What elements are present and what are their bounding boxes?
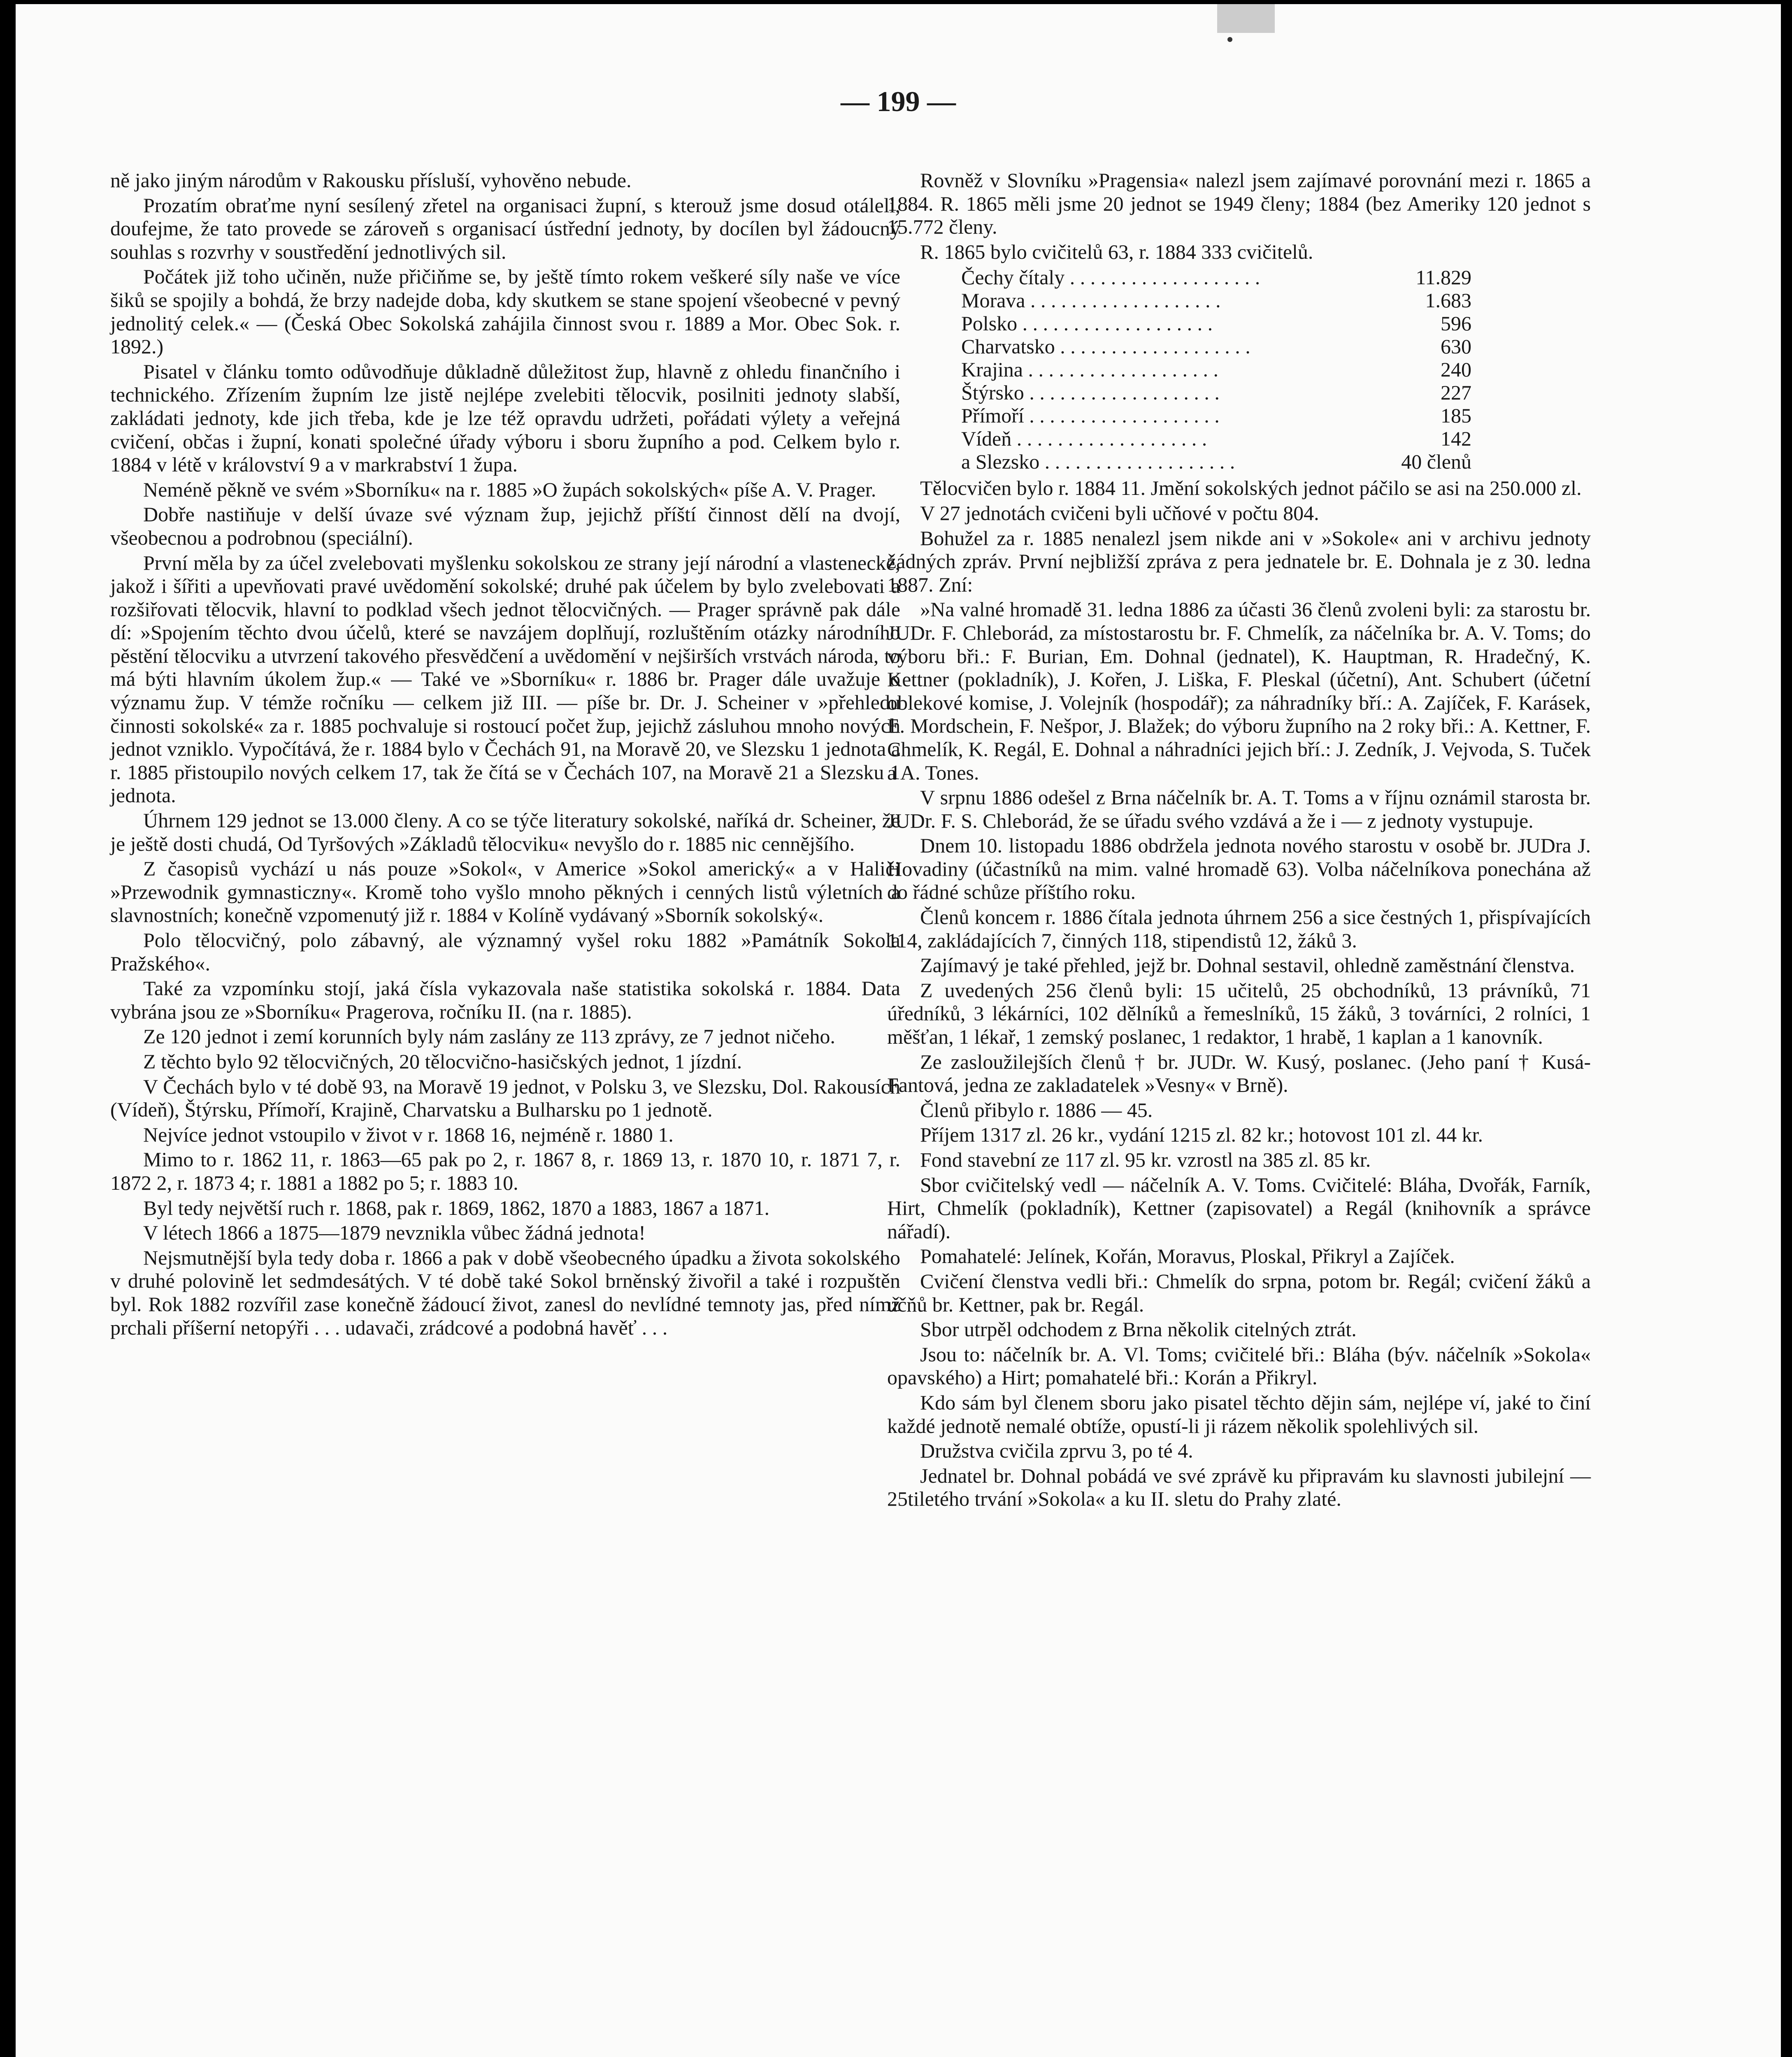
paragraph: První měla by za účel zvelebovati myšlenku sokolskou ze strany její národní a vlastenecké, jakož i šířiti a upevňovati pravé uvědomění sokolské; druhé pak účelem by bylo zvelebovati a rozšiřovati tělocvik, hlavní to podklad všech jednot tělocvičných. — Prager správně pak dále dí: »Spojením těchto dvou účelů, které se navzájem doplňují, rozluštěním otázky národního pěstění tělocviku a utvrzení takového přesvědčení a uvědomění v nejširších vrstvách národa, to má býti hlavním úkolem žup.« — Také ve »Sborníku« r. 1886 br. Prager dále uvažuje o významu žup. V témže ročníku — celkem již III. — píše br. Dr. J. Scheiner v »přehledu činnosti sokolské« za r. 1885 pochvaluje si rostoucí počet žup, jejichž zásluhou mnoho nových jednot vzniklo. Vypočítává, že r. 1884 bylo v Čechách 91, na Moravě 20, ve Slezsku 1 jednota a r. 1885 přistoupilo nových celkem 17, tak že čítá se v Čechách 107, na Moravě 21 a Slezsku 1 jednota.: [110, 551, 900, 807]
region-name: Čechy čítaly: [961, 266, 1065, 289]
paragraph: Prozatím obraťme nyní sesílený zřetel na organisaci župní, s kterouž jsme dosud otáleli, doufejme, že tato provede se zároveň s organisací ústřední jednoty, by docílen byl žádoucný souhlas s rozvrhy v soustředění jednotlivých sil.: [110, 193, 900, 263]
region-name: Morava: [961, 289, 1025, 312]
paragraph: Nejvíce jednot vstoupilo v život v r. 1868 16, nejméně r. 1880 1.: [143, 1123, 674, 1146]
paragraph: Z uvedených 256 členů byli: 15 učitelů, 25 obchodníků, 13 právníků, 71 úředníků, 3 lékárníci, 102 dělníků a řemeslníků, 15 žáků, 3 továrníci, 2 rolníci, 1 měšťan, 1 lékař, 1 zemský poslanec, 1 redaktor, 1 hrabě, 1 kaplan a 1 kanovník.: [887, 978, 1591, 1049]
right-column: [887, 169, 1591, 1512]
paragraph: Ze zasloužilejších členů † br. JUDr. W. Kusý, poslanec. (Jeho paní † Kusá-Fantová, jedna ze zakladatelek »Vesny« v Brně).: [887, 1050, 1591, 1097]
paragraph: »Na valné hromadě 31. ledna 1886 za účasti 36 členů zvoleni byli: za starostu br. JUDr. F. Chleborád, za místostarostu br. F. Chmelík, za náčelníka br. A. V. Toms; do výboru bři.: F. Burian, Em. Dohnal (jednatel), K. Hauptman, R. Hradečný, K. Kettner (pokladník), J. Kořen, J. Liška, F. Pleskal (účetní), Ant. Schubert (účetní oblekové komise, J. Volejník (hospodář); za náhradníky bří.: A. Zajíček, F. Karásek, E. Mordschein, F. Nešpor, J. Blažek; do výboru župního na 2 roky bři.: A. Kettner, F. Chmelík, K. Regál, E. Dohnal a náhradníci jejich bří.: J. Zedník, J. Vejvoda, S. Tuček a A. Tones.: [887, 598, 1591, 784]
paragraph: Členů přibylo r. 1886 — 45.: [920, 1098, 1153, 1121]
member-count: 227: [1441, 381, 1471, 404]
paragraph: Sbor cvičitelský vedl — náčelník A. V. Toms. Cvičitelé: Bláha, Dvořák, Farník, Hirt, Chmelík (pokladník), Kettner (zapisovatel) a Regál (knihovník a správce nářadí).: [887, 1173, 1591, 1243]
page-number: — 199 —: [841, 86, 956, 118]
paragraph: Tělocvičen bylo r. 1884 11. Jmění sokolských jednot páčilo se asi na 250.000 zl.: [920, 476, 1582, 500]
member-count: 40 členů: [1401, 450, 1471, 474]
paragraph: R. 1865 bylo cvičitelů 63, r. 1884 333 cvičitelů.: [920, 240, 1313, 263]
paragraph: Pomahatelé: Jelínek, Kořán, Moravus, Ploskal, Přikryl a Zajíček.: [920, 1244, 1455, 1268]
region-name: Polsko: [961, 312, 1018, 335]
paragraph: Jednatel br. Dohnal pobádá ve své zprávě ku připravám ku slavnosti jubilejní — 25tiletého trvání »Sokola« a ku II. sletu do Prahy zlaté.: [887, 1464, 1591, 1511]
table-row: [961, 404, 1471, 427]
paragraph: Pisatel v článku tomto odůvodňuje důkladně důležitost žup, hlavně z ohledu finančního i technického. Zřízením župním lze jistě nejlépe zvelebiti tělocvik, posilniti jednoty slabší, zakládati jednoty, kde jich třeba, kde je lze též opravdu udržeti, pořádati výlety a veřejná cvičení, občas i župní, konati společné úřady výboru i sboru župního a pod. Celkem bylo r. 1884 v létě v království 9 a v markrabství 1 župa.: [110, 360, 900, 476]
paragraph: Cvičení členstva vedli bři.: Chmelík do srpna, potom br. Regál; cvičení žáků a učňů br. Kettner, pak br. Regál.: [887, 1269, 1591, 1316]
paragraph: V srpnu 1886 odešel z Brna náčelník br. A. T. Toms a v říjnu oznámil starosta br. JUDr. F. S. Chleborád, že se úřadu svého vzdává a že i — z jednoty vystupuje.: [887, 786, 1591, 832]
region-name: Charvatsko: [961, 335, 1055, 358]
paragraph: Fond stavební ze 117 zl. 95 kr. vzrostl na 385 zl. 85 kr.: [920, 1148, 1371, 1171]
paragraph: Příjem 1317 zl. 26 kr., vydání 1215 zl. 82 kr.; hotovost 101 zl. 44 kr.: [920, 1123, 1483, 1147]
paragraph: Rovněž v Slovníku »Pragensia« nalezl jsem zajímavé porovnání mezi r. 1865 a 1884. R. 1865 měli jsme 20 jednot se 1949 členy; 1884 (bez Ameriky 120 jednot s 15.772 členy.: [887, 169, 1591, 239]
paragraph: V létech 1866 a 1875—1879 nevznikla vůbec žádná jednota!: [143, 1221, 646, 1244]
table-row: [961, 312, 1471, 335]
region-name: Krajina: [961, 358, 1023, 381]
paragraph: Dnem 10. listopadu 1886 obdržela jednota nového starostu v osobě br. JUDra J. Hovadiny (účastníků na mim. valné hromadě 63). Volba náčelníkova ponechána až do řádné schůze příštího roku.: [887, 834, 1591, 904]
table-row: [961, 427, 1471, 450]
region-name: Štýrsko: [961, 381, 1024, 404]
scan-mark: [1217, 4, 1275, 33]
paragraph: Počátek již toho učiněn, nuže přičiňme se, by ještě tímto rokem veškeré síly naše ve více šiků se spojily a bohdá, že brzy nadejde doba, kdy skutkem se stane spojení všeobecné v pevný jednolitý celek.« — (Česká Obec Sokolská zahájila činnost svou r. 1889 a Mor. Obec Sok. r. 1892.): [110, 265, 900, 358]
region-name: Přímoří: [961, 404, 1024, 427]
table-row: [961, 335, 1471, 358]
paragraph: Dobře nastiňuje v delší úvaze své význam žup, jejichž příští činnost dělí na dvojí, všeobecnou a podrobnou (speciální).: [110, 503, 900, 549]
paragraph: V Čechách bylo v té době 93, na Moravě 19 jednot, v Polsku 3, ve Slezsku, Dol. Rakousích (Vídeň), Štýrsku, Přímoří, Krajině, Charvatsku a Bulharsku po 1 jednotě.: [110, 1075, 900, 1121]
left-column: [110, 169, 900, 1341]
paragraph: Polo tělocvičný, polo zábavný, ale významný vyšel roku 1882 »Památník Sokola Pražského«.: [110, 929, 900, 975]
membership-stats-table: [961, 266, 1471, 473]
paragraph: Sbor utrpěl odchodem z Brna několik citelných ztrát.: [920, 1318, 1357, 1341]
table-row: [961, 450, 1471, 473]
paragraph: Mimo to r. 1862 11, r. 1863—65 pak po 2, r. 1867 8, r. 1869 13, r. 1870 10, r. 1871 7, r. 1872 2, r. 1873 4; r. 1881 a 1882 po 5; r. 1883 10.: [110, 1148, 900, 1194]
table-row: [961, 381, 1471, 404]
member-count: 11.829: [1415, 266, 1471, 289]
member-count: 185: [1441, 404, 1471, 427]
member-count: 240: [1441, 358, 1471, 381]
paragraph: Úhrnem 129 jednot se 13.000 členy. A co se týče literatury sokolské, naříká dr. Scheiner, že je ještě dosti chudá, Od Tyršových »Základů tělocviku« nevyšlo do r. 1885 nic cennějšího.: [110, 809, 900, 855]
region-name: Vídeň: [961, 427, 1012, 450]
paragraph: Kdo sám byl členem sboru jako pisatel těchto dějin sám, nejlépe ví, jaké to činí každé jednotě nemalé obtíže, opustí-li ji rázem několik spolehlivých sil.: [887, 1391, 1591, 1437]
paragraph: Nejsmutnější byla tedy doba r. 1866 a pak v době všeobecného úpadku a života sokolského v druhé polovině let sedmdesátých. V té době také Sokol brněnský živořil a také i rozpuštěn byl. Rok 1882 rozvířil zase konečně žádoucí život, zanesl do nevlídné temnoty jas, před nímž prchali příšerní netopýři . . . udavači, zrádcové a podobná havěť . . .: [110, 1246, 900, 1339]
paragraph: Byl tedy největší ruch r. 1868, pak r. 1869, 1862, 1870 a 1883, 1867 a 1871.: [143, 1196, 770, 1219]
paragraph: Ze 120 jednot i zemí korunních byly nám zaslány ze 113 zprávy, ze 7 jednot ničeho.: [143, 1025, 835, 1048]
paragraph: ně jako jiným národům v Rakousku přísluší, vyhověno nebude.: [110, 169, 632, 192]
paragraph: Neméně pěkně ve svém »Sborníku« na r. 1885 »O župách sokolských« píše A. V. Prager.: [143, 478, 876, 501]
region-name: a Slezsko: [961, 450, 1040, 474]
paragraph: Jsou to: náčelník br. A. Vl. Toms; cvičitelé bři.: Bláha (býv. náčelník »Sokola« opavského) a Hirt; pomahatelé bři.: Korán a Přikryl.: [887, 1342, 1591, 1389]
paragraph: Také za vzpomínku stojí, jaká čísla vykazovala naše statistika sokolská r. 1884. Data vybrána jsou ze »Sborníku« Pragerova, ročníku II. (na r. 1885).: [110, 977, 900, 1023]
member-count: 142: [1441, 427, 1471, 450]
paragraph: Bohužel za r. 1885 nenalezl jsem nikde ani v »Sokole« ani v archivu jednoty žádných zpráv. První nejbližší zpráva z pera jednatele br. E. Dohnala je z 30. ledna 1887. Zní:: [887, 526, 1591, 596]
paragraph: Členů koncem r. 1886 čítala jednota úhrnem 256 a sice čestných 1, přispívajících 114, zakládajících 7, činných 118, stipendistů 12, žáků 3.: [887, 905, 1591, 952]
paragraph: Z těchto bylo 92 tělocvičných, 20 tělocvično-hasičských jednot, 1 jízdní.: [143, 1049, 742, 1073]
table-row: [961, 289, 1471, 312]
document-page: [16, 4, 1781, 2057]
paragraph: Družstva cvičila zprvu 3, po té 4.: [920, 1439, 1193, 1463]
paragraph: Zajímavý je také přehled, jejž br. Dohnal sestavil, ohledně zaměstnání členstva.: [920, 954, 1575, 977]
table-row: [961, 266, 1471, 289]
member-count: 630: [1441, 335, 1471, 358]
paragraph: Z časopisů vychází u nás pouze »Sokol«, v Americe »Sokol americký« a v Haliči »Przewodnik gymnasticzny«. Kromě toho vyšlo mnoho pěkných i cenných listů výletních a slavnostních; konečně vzpomenutý již r. 1884 v Kolíně vydávaný »Sborník sokolský«.: [110, 857, 900, 927]
paragraph: V 27 jednotách cvičeni byli učňové v počtu 804.: [920, 501, 1319, 525]
scan-dot: [1227, 37, 1232, 42]
member-count: 596: [1441, 312, 1471, 335]
table-row: [961, 358, 1471, 381]
member-count: 1.683: [1425, 289, 1471, 312]
